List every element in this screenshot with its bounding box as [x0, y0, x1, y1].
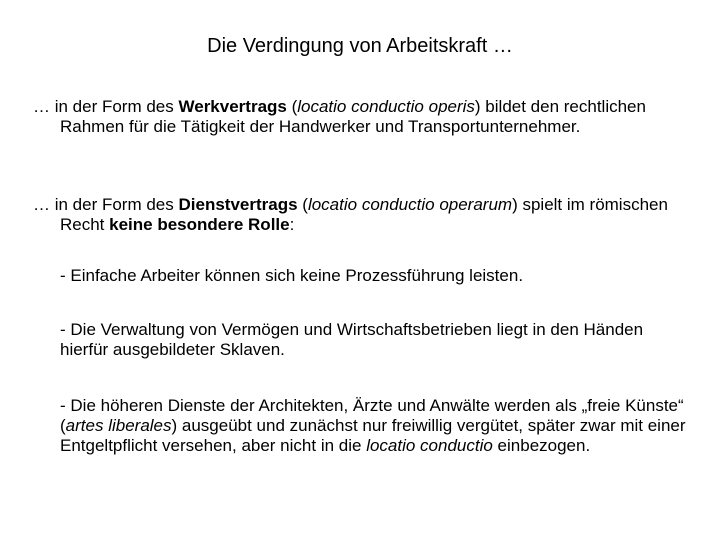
item-3-a: - Die höheren Dienste der Architekten, Ärzte und Anwälte werden als „freie Künste“ (: [60, 396, 684, 435]
p2-paren-open: (: [297, 195, 308, 214]
item-3-e: einbezogen.: [492, 436, 591, 455]
p2-middle: ) spielt im römischen Recht: [60, 195, 668, 234]
list-item-arbeiter: [60, 266, 690, 286]
item-3-c: ) ausgeübt und zunächst nur freiwillig vergütet, später zwar mit einer Entgeltpflicht versehen, aber nicht in die: [60, 416, 686, 455]
p2-end: :: [289, 215, 295, 234]
p1-rest: ) bildet den rechtlichen Rahmen für die Tätigkeit der Handwerker und Transportunternehmer.: [60, 97, 646, 136]
paragraph-dienstvertrag: [33, 195, 710, 235]
item-2-text: - Die Verwaltung von Vermögen und Wirtschaftsbetrieben liegt in den Händen hierfür ausgebildeter Sklaven.: [60, 320, 644, 359]
p1-term: Werkvertrags: [178, 97, 287, 116]
list-item-verwaltung: [60, 320, 690, 360]
item-3-latin-artes: artes liberales: [65, 416, 172, 435]
p2-lead: … in der Form des: [33, 195, 179, 214]
p2-emphasis: keine besondere Rolle: [109, 215, 290, 234]
list-item-hoehere-dienste: [60, 396, 690, 456]
p2-latin-term: locatio conductio operarum: [307, 195, 513, 214]
p1-latin-term: locatio conductio operis: [297, 97, 475, 116]
item-1-text: - Einfache Arbeiter können sich keine Prozessführung leisten.: [60, 266, 524, 285]
item-3-latin-locatio: locatio conductio: [366, 436, 493, 455]
p1-lead: … in der Form des: [33, 97, 179, 116]
slide-title: Die Verdingung von Arbeitskraft …: [207, 35, 513, 57]
p2-term: Dienstvertrags: [178, 195, 298, 214]
p1-paren-open: (: [286, 97, 298, 116]
paragraph-werkvertrag: [33, 97, 710, 137]
